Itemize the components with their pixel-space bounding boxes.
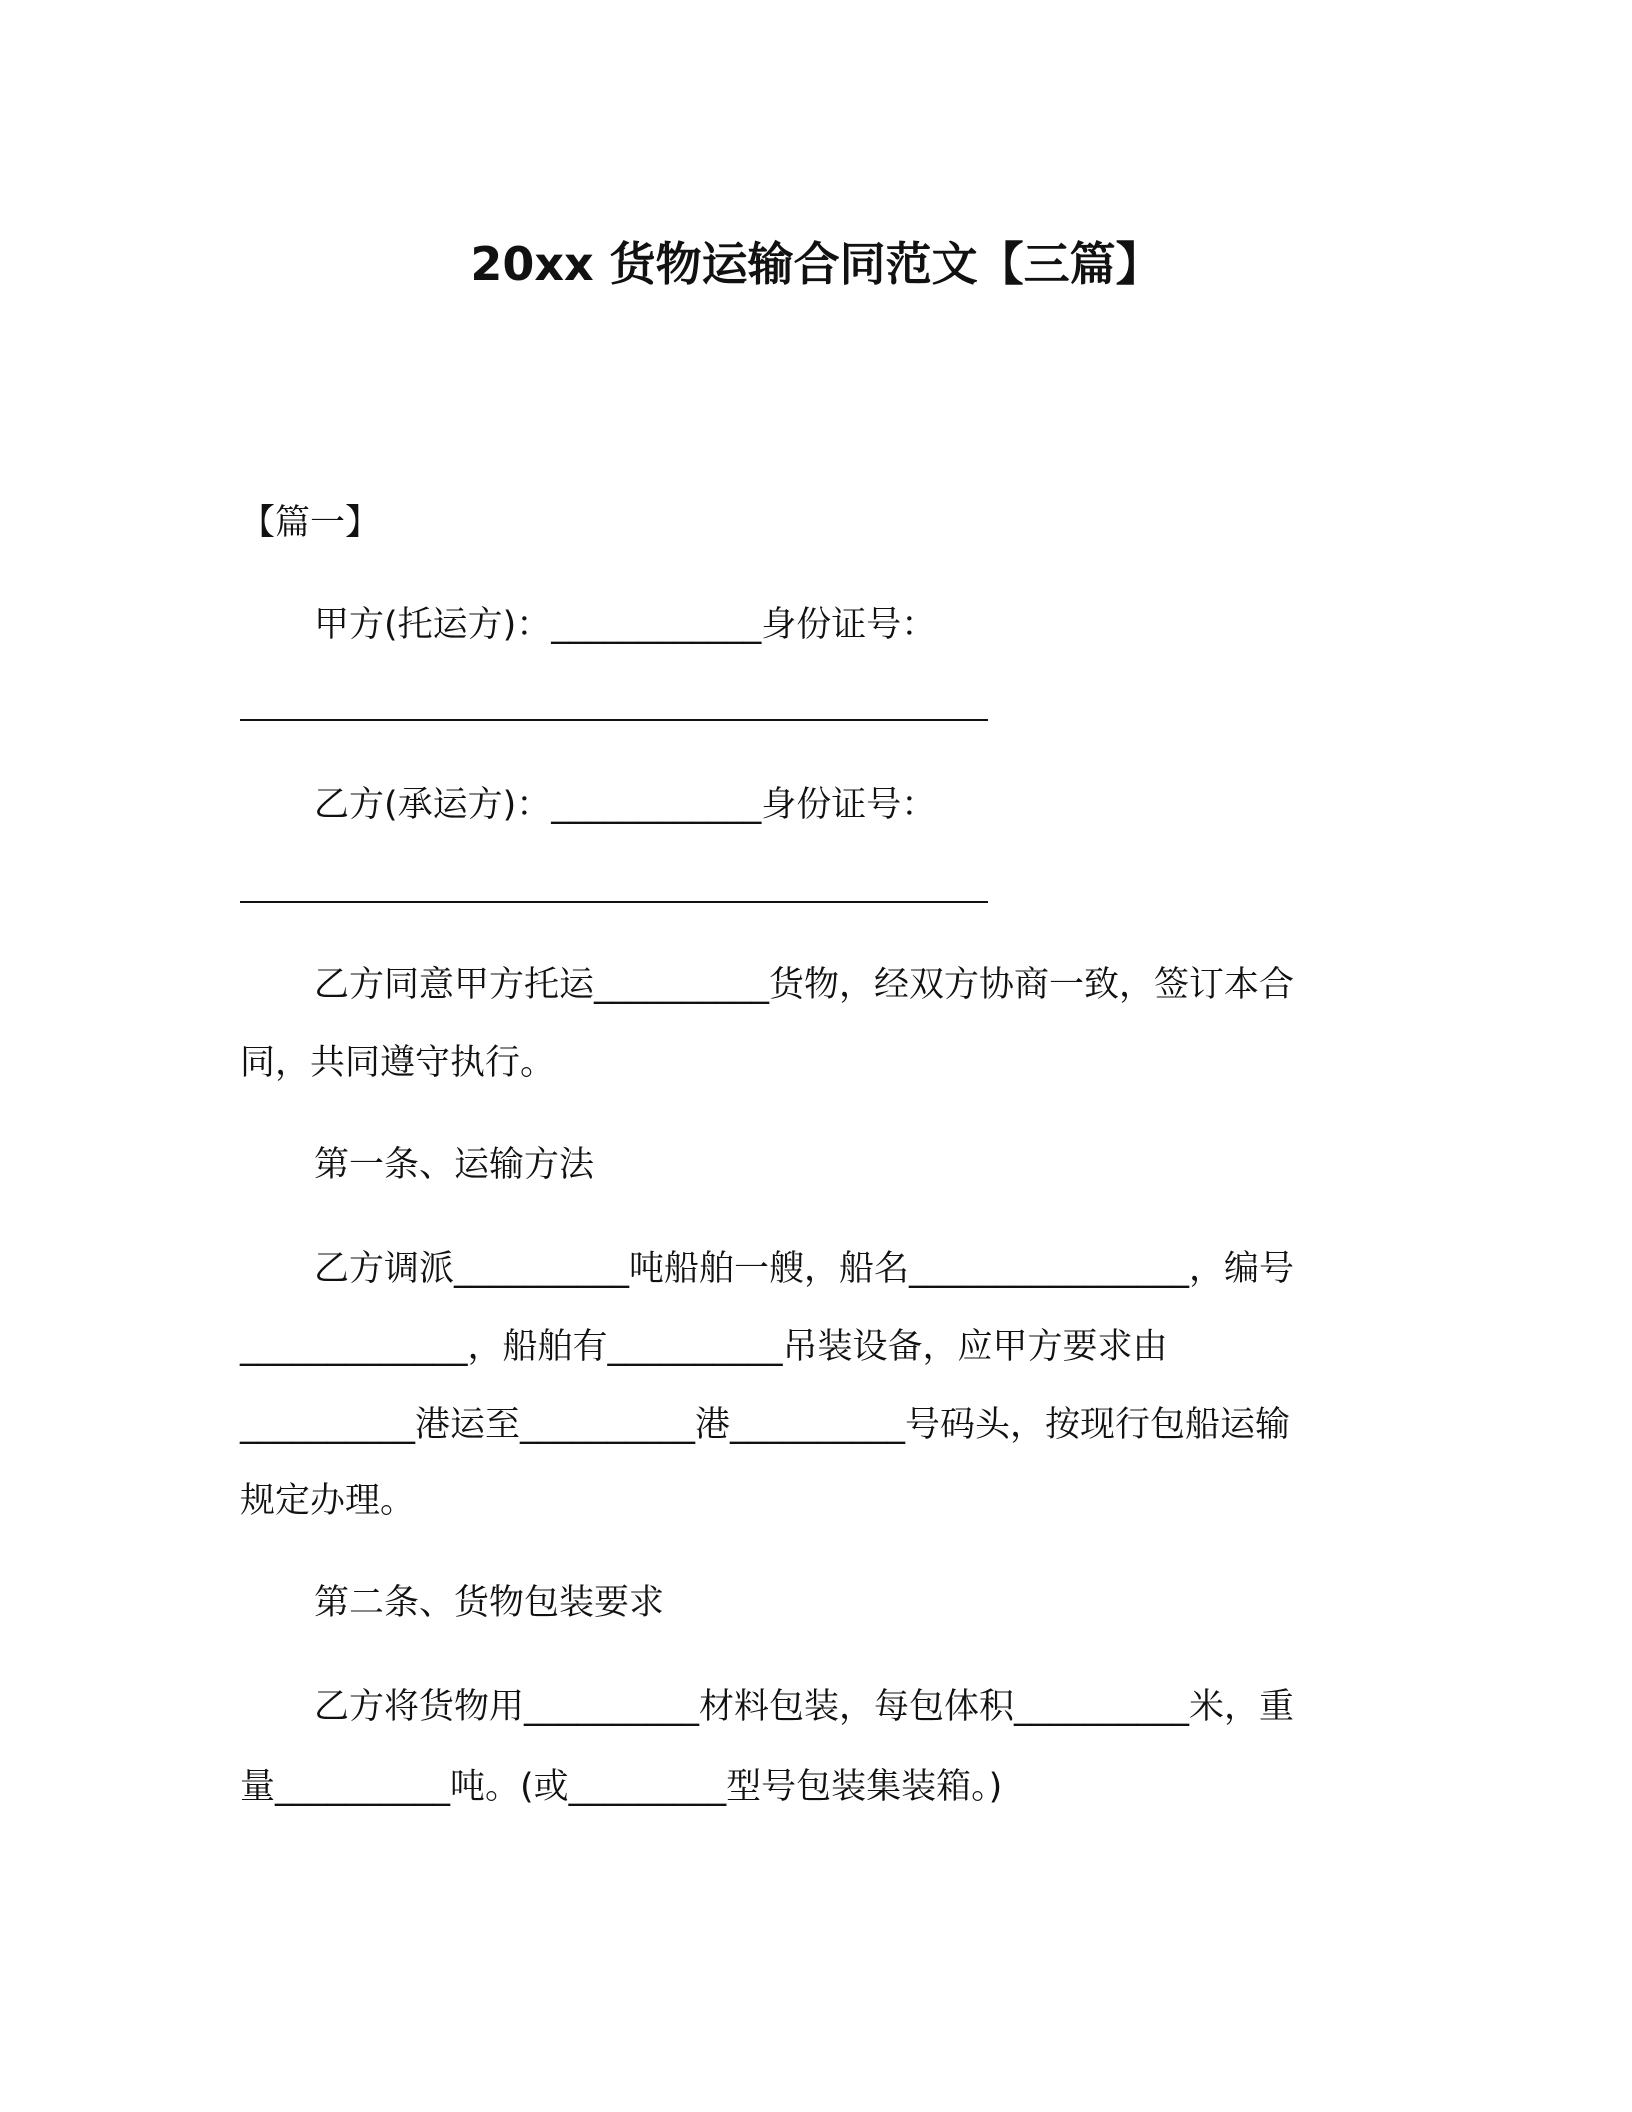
- article-1-line-4: 规定办理。: [240, 1481, 416, 1521]
- party-b-id-blank: [240, 901, 988, 903]
- article-2-heading: 第二条、货物包装要求: [314, 1583, 665, 1623]
- agreement-line-1: 乙方同意甲方托运__________货物，经双方协商一致，签订本合: [314, 965, 1295, 1005]
- article-2-line-2: 量__________吨。(或_________型号包装集装箱。): [240, 1767, 1003, 1807]
- article-2-line-1: 乙方将货物用__________材料包装，每包体积__________米，重: [314, 1687, 1295, 1727]
- party-a-line: 甲方(托运方)：____________身份证号：: [314, 605, 937, 645]
- party-b-line: 乙方(承运方)：____________身份证号：: [314, 785, 937, 825]
- article-1-line-3: __________港运至__________港__________号码头，按现行包船运输: [240, 1405, 1291, 1445]
- agreement-line-2: 同，共同遵守执行。: [240, 1043, 556, 1083]
- article-1-line-2: _____________，船舶有__________吊装设备，应甲方要求由: [240, 1327, 1168, 1367]
- party-a-id-blank: [240, 719, 988, 721]
- article-1-line-1: 乙方调派__________吨船舶一艘，船名________________，编号: [314, 1249, 1295, 1289]
- section-label: 【篇一】: [240, 503, 381, 543]
- document-title: 20xx 货物运输合同范文【三篇】: [470, 237, 1162, 291]
- article-1-heading: 第一条、运输方法: [314, 1145, 595, 1185]
